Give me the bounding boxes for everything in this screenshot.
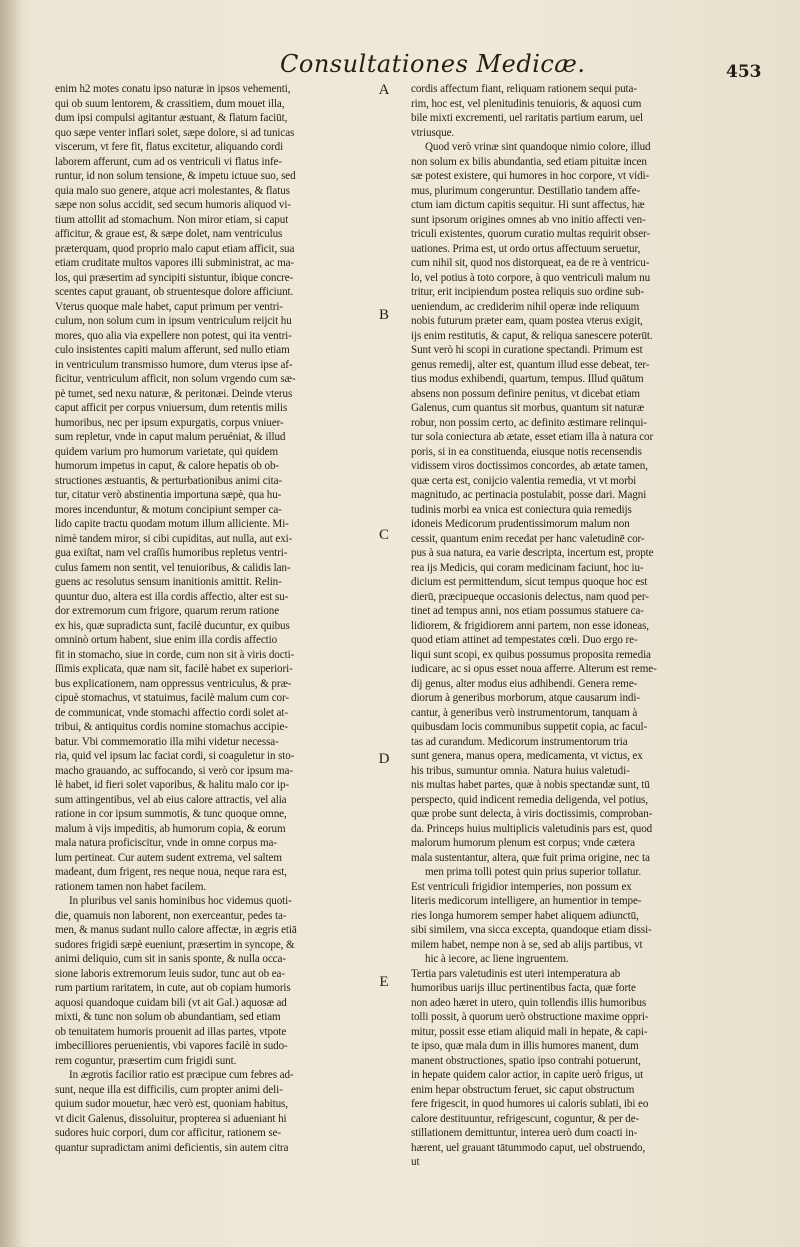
text-line: ria, quid vel ipsum lac faciat cordi, si coaguletur in sto- (55, 750, 295, 762)
text-line: mixti, & tunc non solum ob abundantiam, sed etiam (55, 1011, 281, 1023)
text-line: ratione in cor ipsum summotis, & tunc quoque omne, (55, 808, 287, 820)
text-line: scentes caput grauant, ob struentesque dolore afficiunt. (55, 286, 294, 298)
text-line: batur. Vbi commemoratio illa mihi videtur necessa- (55, 735, 279, 748)
text-line: perspecto, quid indicent remedia deligenda, vel potius, (411, 793, 648, 806)
text-line: humoribus, nec per ipsum expurgatis, corpus vniuer- (55, 416, 284, 429)
text-line: laborem afferunt, cum ad os ventriculi vi flatus infe- (55, 155, 282, 168)
text-line: poris, si in ea constituenda, eiusque notis recensendis (411, 445, 642, 458)
text-line: pè tumet, sed nexu naturæ, & peritonæi. Deinde vterus (55, 387, 293, 400)
text-line: sione laboris extremorum leuis sudor, tunc aut ob ea- (55, 967, 285, 980)
text-line: enim h2 motes conatu ipso naturæ in ipsos vehementi, (55, 83, 291, 95)
text-line: malorum humorum plenum est corpus; vnde cætera (411, 837, 636, 849)
text-line: da. Princeps huius multiplicis valetudinis pars est, quod (411, 822, 653, 835)
text-line: tur sola coniectura ab ætate, esset etiam illa à natura cor (411, 431, 654, 443)
text-line: stillationem demittuntur, interea uerò dum coacti in- (411, 1127, 638, 1139)
text-line: nimè tandem miror, si cibi cupiditas, aut nulla, aut exi- (55, 532, 293, 545)
text-line: qui ob suum lentorem, & crassitiem, dum mouet illa, (55, 97, 285, 110)
text-line: bile mixti excrementi, uel raritatis partium earum, uel (411, 112, 644, 124)
text-line: enim hepar obstructum feruet, sic caput obstructum (411, 1083, 635, 1096)
text-line: absens non possum definire penitus, vt dicebat etiam (411, 387, 640, 400)
text-line: iudicare, ac si opus esset noua afferre. Alterum est reme- (411, 663, 657, 675)
text-line: mores, quo alia via expellere non potest, qui ita ventri- (55, 329, 292, 342)
text-line: vidissem viros doctissimos concordes, ab ætate tamen, (411, 460, 648, 472)
text-line: humoribus uarijs illuc pertinentibus facta, quæ forte (411, 982, 636, 994)
text-line: milem habet, nempe non à se, sed ab alijs partibus, vt (411, 938, 643, 951)
text-line: ueniendum, ac crediderim nihil operæ inde reliquum (411, 300, 640, 313)
text-line: tinet ad tempus anni, nos etiam possumus statuere ca- (411, 605, 644, 617)
text-line: nis multas habet partes, quæ à nobis spectandæ sunt, tū (411, 779, 650, 791)
text-line: lo, vel potius à toto corpore, à quo ventriculi malum nu (411, 271, 651, 284)
text-line: quo sæpe venter inflari solet, sæpe dolore, si ad tunicas (55, 126, 295, 139)
text-line: sunt genera, manus opera, medicamenta, vt victus, ex (411, 750, 643, 762)
text-line: structiones æstuantis, & perturbationibus animi cita- (55, 474, 283, 487)
text-line: robur, non possim certo, ac definito æstimare relinqui- (411, 416, 647, 429)
text-line: In pluribus vel sanis hominibus hoc videmus quoti- (69, 895, 292, 907)
text-line: non adeo hæret in utero, quin tollendis illis humoribus (411, 996, 647, 1009)
text-line: nobis futurum præter eam, quam postea vterus exigit, (411, 315, 643, 327)
margin-letter-c: C (378, 527, 389, 543)
text-line: tas ad curandum. Medicorum instrumentorum tria (411, 735, 628, 748)
text-line: humorum impetus in caput, & calore hepatis ob ob- (55, 460, 280, 472)
text-line: lidiorem, & frigidiorem anni partem, non esse idoneas, (411, 619, 649, 632)
text-line: culus famem non sentit, vel tenuioribus, & calidis lan- (55, 561, 291, 574)
text-line: diorum à generibus morborum, atque causarum indi- (411, 692, 640, 704)
text-line: animi deliquio, cum sit in sanis sponte, & nulla occa- (55, 953, 286, 965)
page-header (0, 50, 800, 84)
text-line: caput afficit per corpus vniuersum, dum retentis milis (55, 402, 288, 414)
text-line: quium sudor mouetur, hæc verò est, quoniam habitus, (55, 1098, 288, 1110)
text-line: sum repletur, vnde in caput malum peruéniat, & illud (55, 431, 286, 443)
text-line: manent obstructiones, spatio ipso contrahi potuerunt, (411, 1054, 641, 1067)
text-line: rationem tamen non habet facilem. (55, 880, 207, 893)
text-line: quibusdam locis communibus suppetit copia, ac facul- (411, 721, 648, 733)
text-line: sunt ipsorum origines omnes ab vno initio affecti ven- (411, 213, 646, 226)
text-line: omninò ortum habent, siue enim illa cordis affectio (55, 634, 278, 646)
text-line: dum ipsi compulsi agitantur æstuant, & flatum faciūt, (55, 112, 288, 124)
text-line: mores incenduntur, & motum concipiunt semper ca- (55, 503, 282, 516)
text-line: sum attingentibus, vel ab eius calore attractis, vel alia (55, 793, 287, 806)
text-line: magnitudo, ac pertinacia postulabit, posse dari. Magni (411, 489, 647, 501)
text-line: malum à vijs impeditis, ab humorum copia, & eorum (55, 822, 286, 835)
text-line: mitur, possit esse etiam aliquid mali in hepate, & capi- (411, 1025, 648, 1038)
left-text-column (55, 82, 373, 1155)
text-line: sudores huic corpori, dum cor afficitur, rationem se- (55, 1127, 282, 1139)
text-line: idoneis Medicorum prudentissimorum malum non (411, 518, 630, 530)
text-line: fere frigescit, in quod humores ui caloris sublati, ibi eo (411, 1098, 649, 1110)
text-line: dicium est permittendum, sicut tempus quoque hoc est (411, 576, 648, 588)
text-line: ex his, quæ supradicta sunt, facilè ducuntur, ex quibus (55, 619, 290, 632)
text-line: imbecilliores peruenientis, vbi vapores facilè in sudo- (55, 1040, 288, 1052)
text-line: lum pertineat. Cur autem sudent extrema, vel saltem (55, 851, 282, 864)
text-line: sibi similem, vna sicca excepta, quandoque etiam dissi- (411, 924, 652, 936)
text-line: lido capite tractu quodam motum illum alliciente. Mi- (55, 518, 289, 530)
text-line: tium attollit ad stomachum. Non miror etiam, si caput (55, 213, 289, 226)
text-line: ut (411, 1156, 420, 1168)
text-line: mala sustentantur, altera, quæ fuit prima origine, nec ta (411, 851, 650, 864)
text-line: non solum ex bilis abundantia, sed etiam pituitæ incen (411, 155, 647, 168)
text-line: gua exiſtat, nam vel craſſis humoribus repletus ventri- (55, 547, 288, 559)
text-line: bus explicationem, nam oppressus ventriculus, & præ- (55, 677, 292, 690)
text-line: quæ certa est, conijcio valentia remedia, vt vt morbi (411, 474, 637, 487)
text-line: ctum iam dictum capitis sequitur. Hi sunt affectus, hæ (411, 199, 645, 211)
text-line: culo insistentes capiti malum afferunt, sed nullo etiam (55, 344, 290, 356)
text-line: liqui sunt scopi, ex quibus possumus proposita remedia (411, 648, 651, 661)
text-line: cum nihil sit, quod nos distorqueat, ea de re à ventricu- (411, 257, 650, 269)
margin-letter-d: D (378, 751, 390, 767)
margin-letter-b: B (378, 307, 389, 323)
text-line: præterquam, quod proprio malo caput etiam afficit, sua (55, 242, 295, 255)
text-line: aquosi quandoque cuidam bili (vt ait Gal.) aquosæ ad (55, 996, 287, 1009)
text-line: viscerum, vt fere fit, flatus excitetur, aliquando cordi (55, 141, 284, 153)
text-line: in hepate quidem calor actior, in capite uerò frigus, ut (411, 1069, 644, 1081)
text-line: ijs enim restitutis, & caput, & reliqua sanescere poterūt. (411, 329, 653, 342)
text-line: literis medicorum intelligere, an humentior in tempe- (411, 895, 642, 907)
text-line: uationes. Prima est, ut ordo ortus affectuum seruetur, (411, 242, 641, 255)
text-line: culum, non solum cum in ipsum ventriculum reijcit hu (55, 315, 292, 327)
text-line: men, & manus sudant nullo calore affectæ, in ægris etiā (55, 924, 297, 936)
text-line: afficitur, & graue est, & sæpe dolet, nam ventriculus (55, 228, 283, 240)
text-line: cessit, quantum enim recedat per hanc valetudinē cor- (411, 532, 645, 545)
text-line: ſſimis explicata, quæ nam sit, facilè habet ex superiori- (55, 663, 293, 675)
text-line: rum partium raritatem, in cute, aut ob copiam humoris (55, 982, 291, 994)
text-line: los, qui præsertim ad syncipiti sistuntur, ibique concre- (55, 271, 294, 284)
text-line: Galenus, cum quantus sit morbus, quantum sit naturæ (411, 402, 645, 414)
page-number: 453 (726, 62, 762, 82)
text-line: quidem varium pro humorum varietate, qui quidem (55, 445, 278, 458)
text-line: Sunt verò hi scopi in curatione spectandi. Primum est (411, 344, 643, 356)
text-line: hærent, uel grauant tātummodo caput, uel obstruendo, (411, 1141, 646, 1154)
text-line: cipuè stomachus, vt statuimus, facilè malum cum cor- (55, 692, 289, 704)
text-line: quæ probe sunt delecta, à viris doctissimis, comproban- (411, 808, 653, 820)
text-line: te ipso, quæ mala dum in illis humores manent, dum (411, 1040, 639, 1052)
text-line: triculi existentes, quorum curatio multas requirit obser- (411, 228, 651, 240)
text-line: his tribus, sumuntur omnia. Natura huius valetudi- (411, 764, 630, 777)
text-line: cantur, à generibus verò instrumentorum, tanquam à (411, 706, 638, 719)
text-line: sæ potest existere, qui humores in hoc corpore, vt vidi- (411, 170, 650, 182)
text-line: in ventriculum transmisso humore, dum vterus ipse af- (55, 358, 293, 371)
text-line: die, quamuis non laborent, non exerceantur, pedes ta- (55, 909, 287, 922)
text-line: lè habet, id fieri solet vaporibus, & halitu malo cor ip- (55, 779, 289, 791)
text-line: dor extremorum cum frigore, quarum rerum ratione (55, 605, 280, 617)
text-line: sudores frigidi sæpè eueniunt, præsertim in syncope, & (55, 938, 295, 951)
text-line: sunt, neque illa est difficilis, cum propter animi deli- (55, 1083, 283, 1096)
text-line: ob tenuitatem humoris prouenit ad illas partes, vtpote (55, 1025, 287, 1038)
text-line: tius modus exhibendi, quartum, tempus. Illud quātum (411, 373, 644, 385)
text-line: Vterus quoque male habet, caput primum per ventri- (55, 300, 283, 313)
text-line: calore destituuntur, refrigescunt, coguntur, & per de- (411, 1112, 640, 1125)
margin-letter-a: A (378, 82, 390, 98)
text-line: dij genus, alter modus eius adhibendi. Genera reme- (411, 677, 638, 690)
binding-shadow (0, 0, 22, 1247)
text-line: hic à iecore, ac liene ingruentem. (425, 953, 569, 965)
text-line: rea ijs Medicis, qui coram medicinam faciunt, hoc iu- (411, 561, 644, 574)
text-line: macho grauando, ac suffocando, si verò cor ipsum ma- (55, 764, 293, 777)
text-line: tolli possit, à quorum uerò obstructione maxime oppri- (411, 1011, 649, 1023)
text-line: pus à sua natura, ea varie descripta, incertum est, propte (411, 547, 654, 559)
text-line: mus, plurimum congeruntur. Destillatio tandem affe- (411, 184, 641, 197)
text-line: de communicat, vnde stomachi affectio cordi solet at- (55, 706, 288, 719)
text-line: mala natura proficiscitur, vnde in omne corpus ma- (55, 837, 277, 849)
text-line: tudinis morbi ea vnica est coniectura quia remedijs (411, 503, 632, 516)
text-line: vtriusque. (411, 126, 455, 139)
text-line: Est ventriculi frigidior intemperies, non possum ex (411, 880, 632, 893)
text-line: tribui, & antiquitus cordis nomine stomachus accipie- (55, 721, 288, 733)
text-line: ries longa humorem semper habet aliquem adiunctū, (411, 909, 639, 922)
text-line: quantur supradictam animi deficientis, sin autem citra (55, 1141, 289, 1154)
text-line: tritur, erit incipiendum postea reliquis suo ordine sub- (411, 286, 645, 298)
text-line: In ægrotis facilior ratio est præcipue cum febres ad- (69, 1069, 294, 1081)
text-line: rim, hoc est, vel plenitudinis tenuioris, & aquosi cum (411, 97, 642, 110)
right-text-column (411, 82, 729, 1170)
text-line: quia malo suo genere, atque acri molestantes, & flatus (55, 184, 290, 197)
text-line: ficitur, ventriculum afficit, non solum vrgendo cum sæ- (55, 373, 296, 385)
text-line: Quod verò vrinæ sint quandoque nimio colore, illud (425, 141, 651, 153)
text-line: sæpe non solus accidit, sed secum humoris aliquod vi- (55, 199, 291, 211)
text-line: vt dicit Galenus, dissoluitur, propterea si adueniant hi (55, 1112, 287, 1125)
text-line: etiam cruditate multos vapores illi subministrat, ac ma- (55, 257, 295, 269)
running-title: Consultationes Medicæ. (280, 50, 586, 78)
text-line: quuntur duo, altera est illa cordis affectio, alter est su- (55, 590, 289, 603)
text-line: rem coguntur, præsertim cum frigidi sunt. (55, 1054, 237, 1067)
margin-letter-e: E (379, 974, 389, 990)
text-line: cordis affectum fiant, reliquam rationem sequi puta- (411, 83, 637, 95)
text-line: quod etiam attinet ad tempestates cœli. Duo ergo re- (411, 634, 638, 646)
text-line: fit in stomacho, siue in corde, cum non sit à viris docti- (55, 648, 295, 661)
text-line: tur, citatur verò abstinentia importuna sæpè, qua hu- (55, 489, 282, 501)
text-line: guens ac resolutus sensum inanitionis amittit. Relin- (55, 576, 282, 588)
text-line: men prima tolli potest quin prius superior tollatur. (425, 866, 642, 878)
text-line: runtur, id non solum tensione, & impetu ictuue suo, sed (55, 170, 296, 182)
text-line: genus remedij, alter est, quantum illud esse debeat, ter- (411, 358, 650, 371)
text-line: madeant, dum frigent, res neque noua, neque rara est, (55, 866, 287, 878)
text-line: dierū, præcipueque occasionis delectus, nam quod per- (411, 590, 649, 603)
text-line: Tertia pars valetudinis est uteri intemperatura ab (411, 967, 621, 980)
